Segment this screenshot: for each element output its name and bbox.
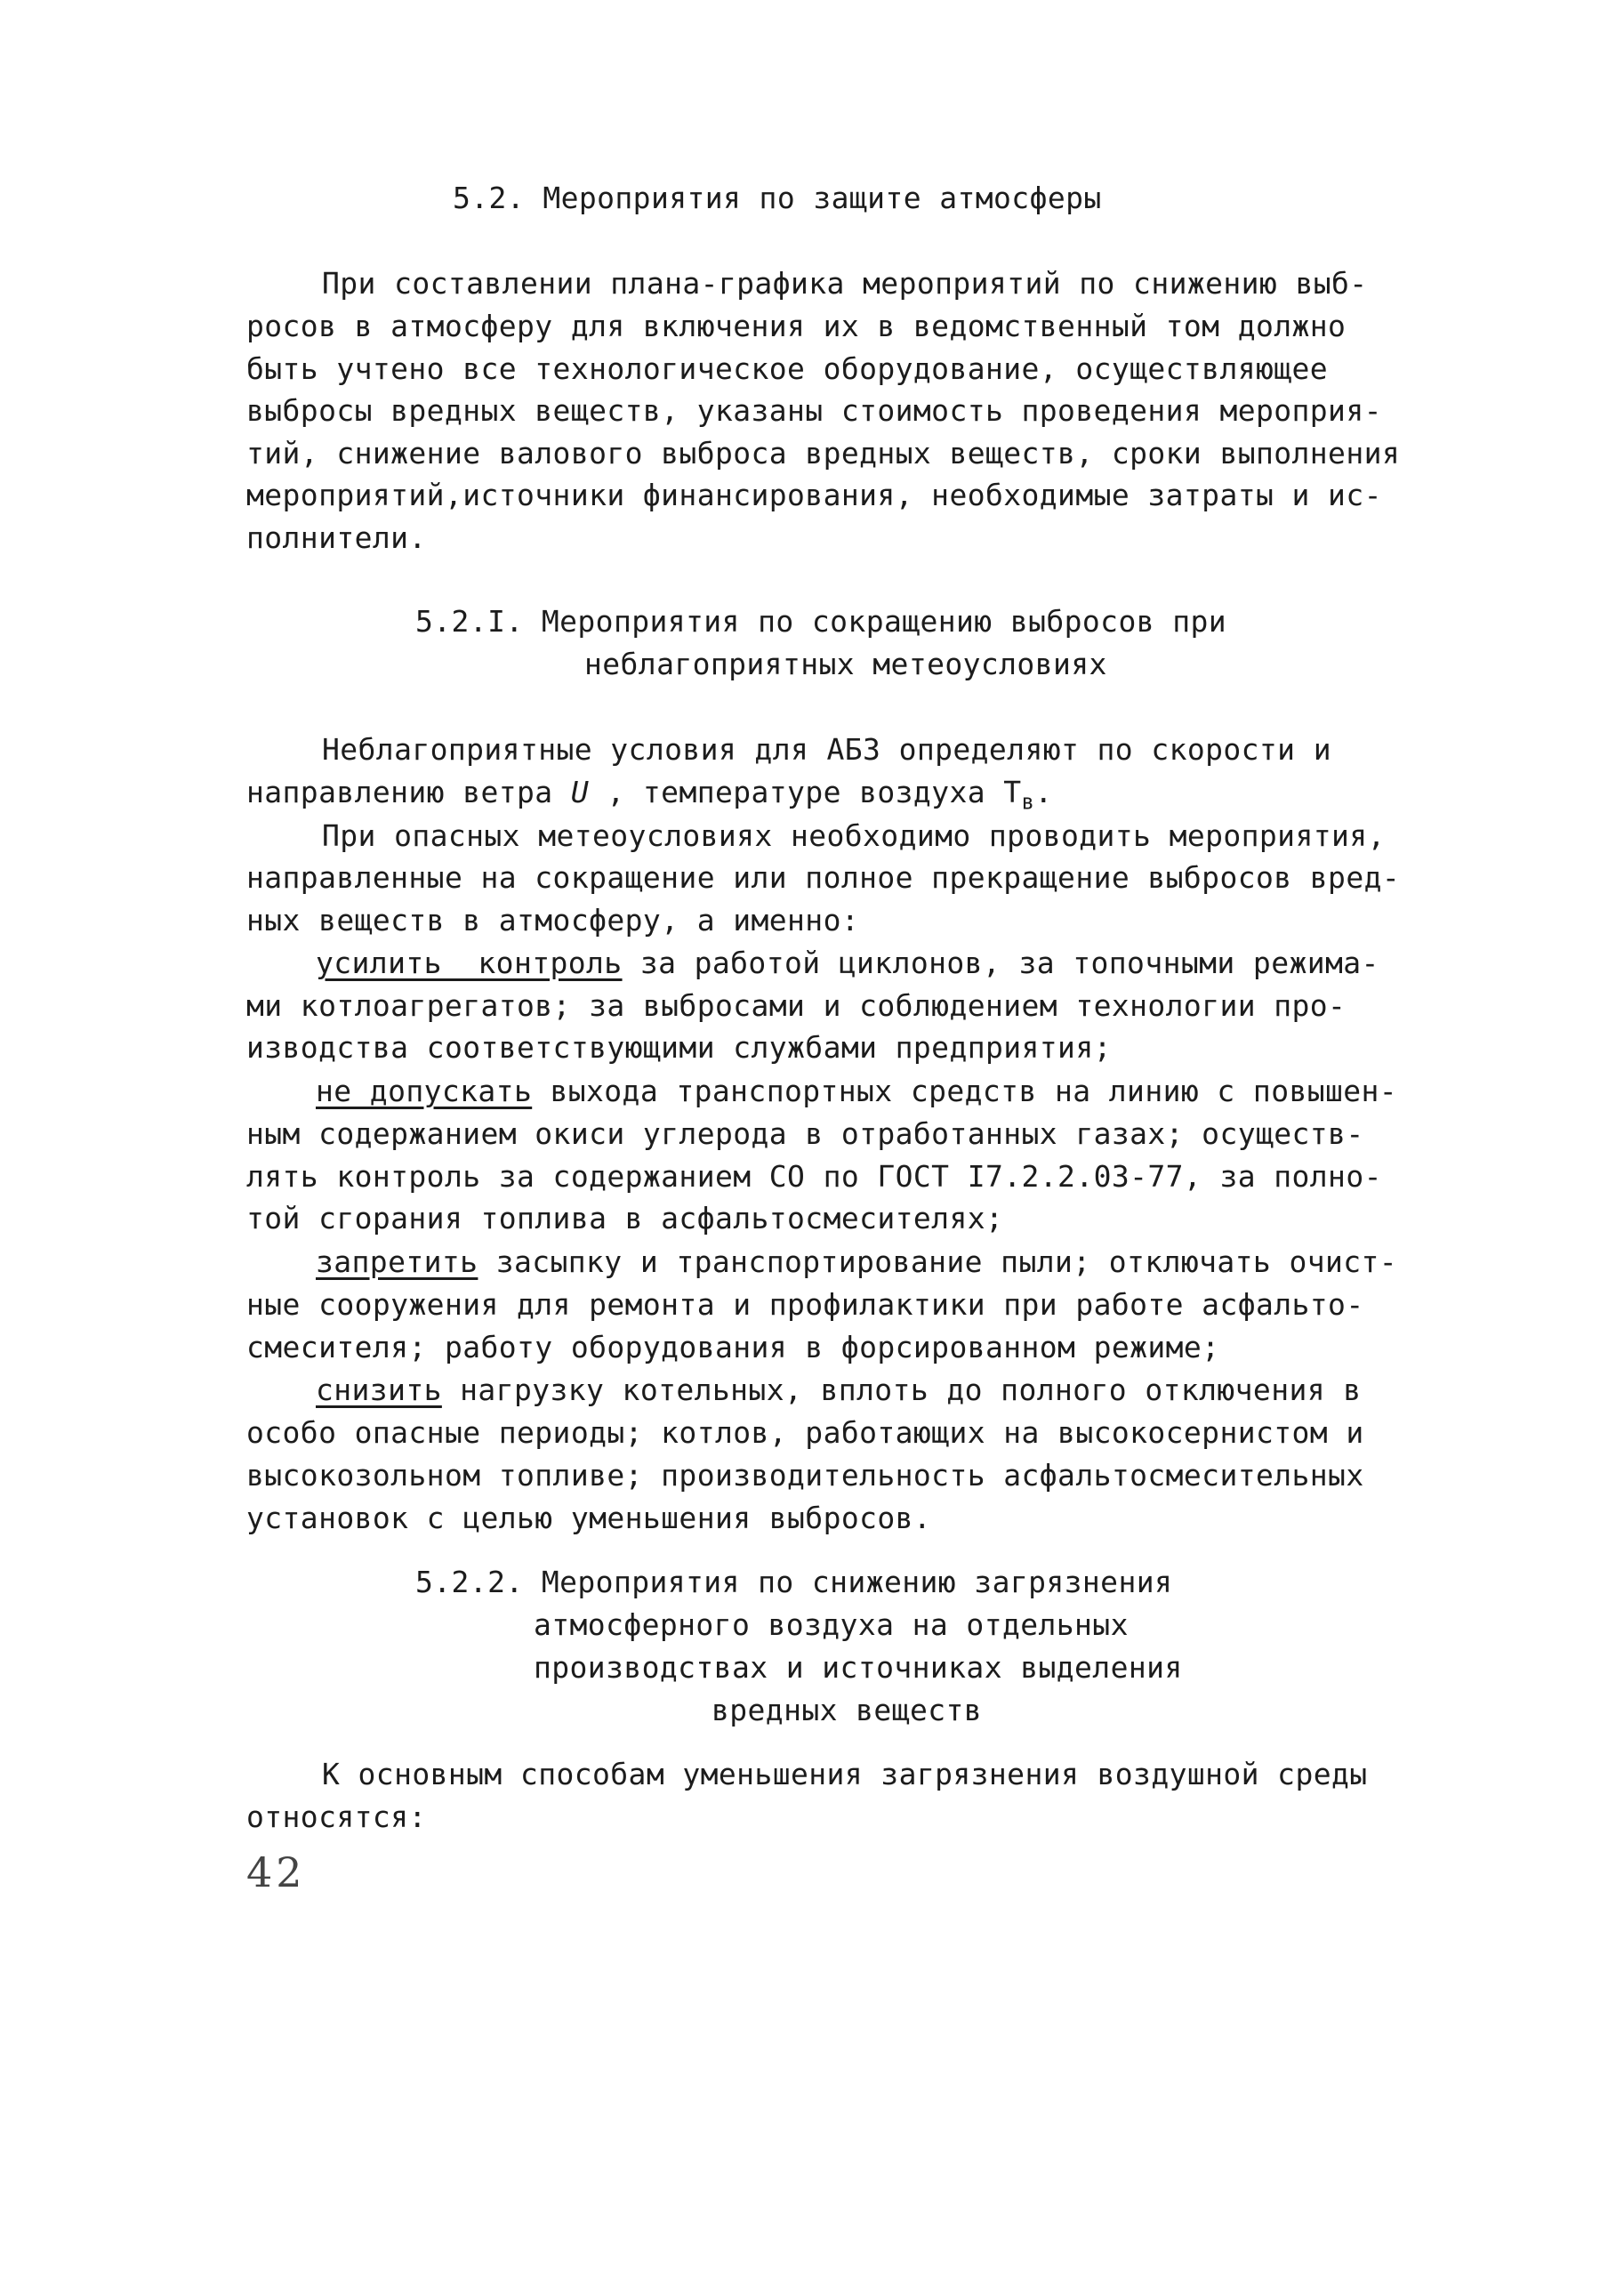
measure-line: [316, 943, 1379, 984]
paragraph-line: той сгорания топлива в асфальтосмесителях;: [246, 1201, 1004, 1236]
paragraph-line: ми котлоагрегатов; за выбросами и соблюдением технологии про-: [246, 988, 1347, 1023]
section-heading-5-2-2: 5.2.2. Мероприятия по снижению загрязнения: [415, 1565, 1173, 1599]
paragraph-line: относятся:: [246, 1799, 427, 1834]
measure-keyword: снизить: [316, 1372, 442, 1407]
section-heading-5-2-2-cont: атмосферного воздуха на отдельных: [534, 1607, 1129, 1642]
paragraph-line: При составлении плана-графика мероприятий по снижению выб-: [322, 266, 1368, 301]
section-heading-5-2-1-cont: неблагоприятных метеоусловиях: [584, 647, 1107, 681]
text-segment: засыпку и транспортирование пыли; отключать очист-: [478, 1244, 1398, 1279]
section-heading-5-2-1: 5.2.I. Мероприятия по сокращению выбросов при: [415, 604, 1227, 639]
paragraph-line: ных веществ в атмосферу, а именно:: [246, 903, 860, 938]
text-segment: .: [1034, 775, 1053, 809]
paragraph-line: быть учтено все технологическое оборудование, осуществляющее: [246, 351, 1329, 386]
paragraph-line: росов в атмосферу для включения их в ведомственный том должно: [246, 309, 1347, 343]
section-heading-5-2-2-cont: производствах и источниках выделения: [534, 1650, 1183, 1685]
text-segment: направлению ветра: [246, 775, 571, 809]
measure-keyword: не допускать: [316, 1074, 533, 1108]
paragraph-line: особо опасные периоды; котлов, работающих на высокосернистом и: [246, 1415, 1364, 1450]
paragraph-line: мероприятий,источники финансирования, необходимые затраты и ис-: [246, 478, 1382, 512]
measure-keyword: усилить контроль: [316, 946, 623, 980]
wind-speed-symbol: U: [570, 775, 590, 809]
measure-line: [316, 1242, 1397, 1283]
text-segment: выхода транспортных средств на линию с повышен-: [532, 1074, 1398, 1108]
text-segment: , температуре воздуха T: [589, 775, 1022, 809]
section-heading-5-2-2-cont: вредных веществ: [712, 1693, 983, 1727]
paragraph-line: лять контроль за содержанием СО по ГОСТ I7.2.2.03-77, за полно-: [246, 1159, 1382, 1194]
paragraph-line: тий, снижение валового выброса вредных веществ, сроки выполнения: [246, 436, 1401, 471]
paragraph-line: изводства соответствующими службами предприятия;: [246, 1030, 1112, 1065]
temperature-subscript: в: [1021, 789, 1035, 815]
paragraph-line: полнители.: [246, 520, 427, 555]
page-number: 42: [246, 1848, 306, 1896]
measure-line: [316, 1370, 1362, 1411]
paragraph-line: высокозольном топливе; производительность асфальтосмесительных: [246, 1458, 1364, 1493]
section-heading-5-2: 5.2. Мероприятия по защите атмосферы: [453, 181, 1102, 215]
paragraph-line: направленные на сокращение или полное прекращение выбросов вред-: [246, 860, 1401, 895]
measure-line: [316, 1071, 1397, 1112]
paragraph-line: выбросы вредных веществ, указаны стоимость проведения мероприя-: [246, 393, 1382, 428]
text-segment: нагрузку котельных, вплоть до полного отключения в: [441, 1372, 1362, 1407]
paragraph-line: установок с целью уменьшения выбросов.: [246, 1501, 932, 1535]
measure-keyword: запретить: [316, 1244, 478, 1279]
paragraph-line: Неблагоприятные условия для АБЗ определяют по скорости и: [322, 732, 1331, 767]
paragraph-line: При опасных метеоусловиях необходимо проводить мероприятия,: [322, 818, 1386, 853]
paragraph-line: ным содержанием окиси углерода в отработанных газах; осуществ-: [246, 1116, 1364, 1151]
text-segment: за работой циклонов, за топочными режима-: [622, 946, 1379, 980]
paragraph-line: ные сооружения для ремонта и профилактики при работе асфальто-: [246, 1287, 1364, 1322]
paragraph-line: смесителя; работу оборудования в форсированном режиме;: [246, 1330, 1220, 1364]
paragraph-line: К основным способам уменьшения загрязнения воздушной среды: [322, 1757, 1368, 1791]
